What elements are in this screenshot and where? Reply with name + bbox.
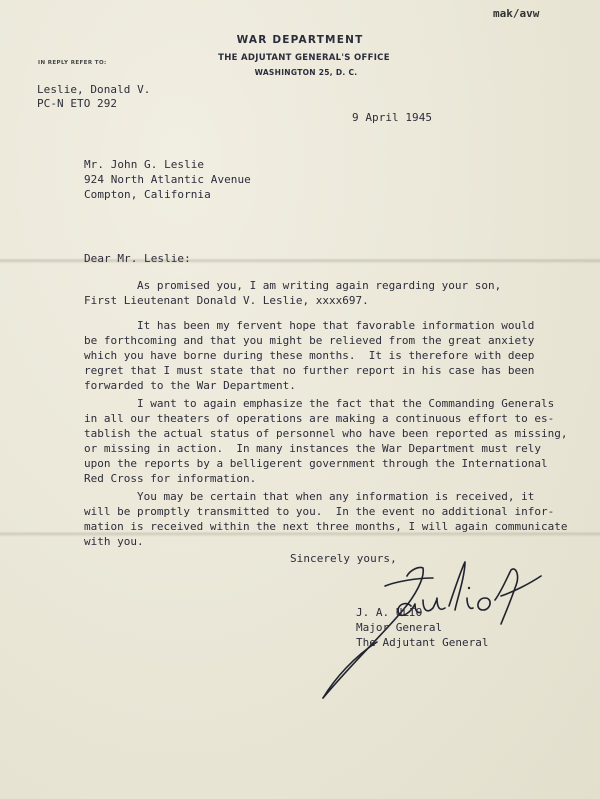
closing: Sincerely yours, — [290, 552, 397, 565]
paragraph-3 — [84, 396, 567, 486]
paragraph-line: regret that I must state that no further report in his case has been — [84, 364, 535, 377]
paragraph-line: will be promptly transmitted to you. In the event no additional infor- — [84, 505, 555, 518]
typist-initials: mak/avw — [493, 7, 540, 20]
paragraph-2 — [84, 318, 534, 393]
paragraph-line: mation is received within the next three months, I will again communicate — [84, 520, 568, 533]
recipient-name: Mr. John G. Leslie — [84, 158, 205, 171]
letterhead-department: WAR DEPARTMENT — [236, 34, 364, 46]
paragraph-line: upon the reports by a belligerent government through the International — [84, 457, 548, 470]
paragraph-1 — [84, 278, 501, 308]
paragraph-line: I want to again emphasize the fact that the Commanding Generals — [84, 397, 555, 410]
salutation: Dear Mr. Leslie: — [84, 252, 191, 265]
letterhead-office: THE ADJUTANT GENERAL'S OFFICE — [218, 53, 390, 63]
signatory-block — [356, 605, 488, 650]
paragraph-line: be forthcoming and that you might be relieved from the great anxiety — [84, 334, 535, 347]
paragraph-line: in all our theaters of operations are making a continuous effort to es- — [84, 412, 555, 425]
paragraph-line: Red Cross for information. — [84, 472, 257, 485]
reference-line-2: PC-N ETO 292 — [37, 97, 118, 110]
signatory-rank: Major General — [356, 621, 443, 634]
paragraph-line: or missing in action. In many instances the War Department must rely — [84, 442, 541, 455]
recipient-city: Compton, California — [84, 188, 211, 201]
reference-line-1: Leslie, Donald V. — [37, 83, 151, 96]
paragraph-4 — [84, 489, 567, 549]
letterhead-city: WASHINGTON 25, D. C. — [254, 68, 358, 77]
paragraph-line: forwarded to the War Department. — [84, 379, 296, 392]
signatory-name: J. A. ULIO — [356, 606, 423, 619]
paragraph-line: As promised you, I am writing again regarding your son, — [84, 279, 502, 292]
paragraph-line: which you have borne during these months. It is therefore with deep — [84, 349, 535, 362]
reply-refer-label: IN REPLY REFER TO: — [38, 60, 107, 66]
paragraph-line: You may be certain that when any information is received, it — [84, 490, 535, 503]
letter-date: 9 April 1945 — [352, 111, 433, 124]
paragraph-line: with you. — [84, 535, 144, 548]
paragraph-line: It has been my fervent hope that favorable information would — [84, 319, 535, 332]
paragraph-line: First Lieutenant Donald V. Leslie, xxxx697. — [84, 294, 369, 307]
signatory-title: The Adjutant General — [356, 636, 489, 649]
recipient-street: 924 North Atlantic Avenue — [84, 173, 251, 186]
recipient-address — [84, 157, 251, 202]
paragraph-line: tablish the actual status of personnel who have been reported as missing, — [84, 427, 568, 440]
